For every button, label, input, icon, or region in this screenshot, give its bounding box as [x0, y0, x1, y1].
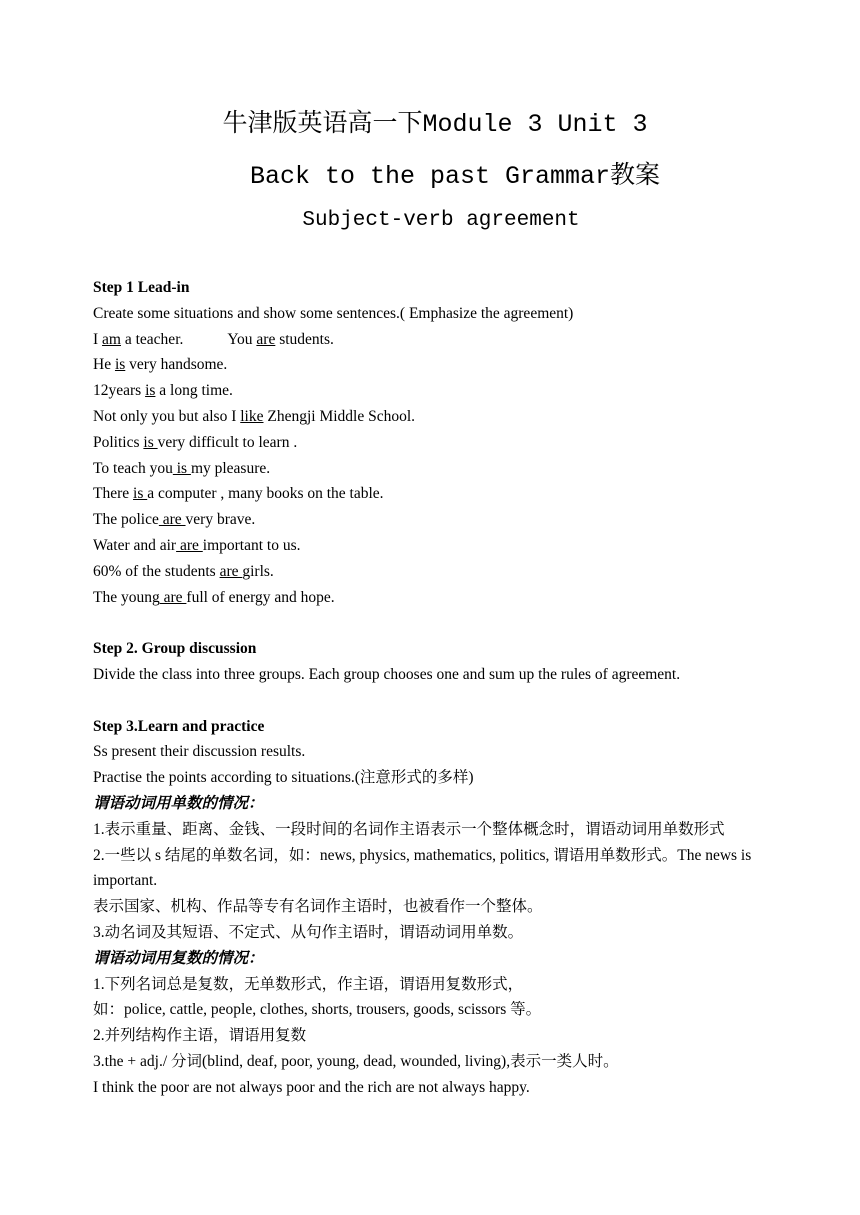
example-sentence: To teach you is my pleasure. — [93, 459, 271, 477]
singular-heading: 谓语动词用单数的情况： — [93, 794, 264, 812]
example-sentence: 60% of the students are girls. — [93, 562, 274, 580]
example-sentence: Politics is very difficult to learn . — [93, 433, 298, 451]
plural-heading: 谓语动词用复数的情况： — [93, 949, 264, 967]
step2-text: Divide the class into three groups. Each group chooses one and sum up the rules of agreement. — [93, 665, 681, 683]
step3-heading: Step 3.Learn and practice — [93, 717, 265, 735]
example-sentence: The police are very brave. — [93, 511, 256, 529]
example-sentence: 12years is a long time. — [93, 382, 233, 400]
plural-item: 如：police, cattle, people, clothes, shorts, trousers, goods, scissors 等。 — [93, 1001, 542, 1019]
singular-item: 3.动名词及其短语、不定式、从句作主语时，谓语动词用单数。 — [93, 923, 524, 941]
example-sentence: You are students. — [227, 330, 334, 348]
plural-item: 1.下列名词总是复数，无单数形式，作主语，谓语用复数形式， — [93, 975, 524, 993]
step2-heading: Step 2. Group discussion — [93, 640, 257, 658]
example-sentence-row — [93, 327, 773, 353]
plural-item: 3.the + adj./ 分词(blind, deaf, poor, young, dead, wounded, living),表示一类人时。 — [93, 1052, 619, 1070]
plural-item: 2.并列结构作主语，谓语用复数 — [93, 1027, 307, 1045]
document-body — [93, 275, 773, 1101]
step1-intro: Create some situations and show some sentences.( Emphasize the agreement) — [93, 304, 574, 322]
singular-item: 2.一些以 s 结尾的单数名词，如：news, physics, mathematics, politics, 谓语用单数形式。The news is important. — [93, 846, 752, 890]
title-line-1: 牛津版英语高一下Module 3 Unit 3 — [222, 110, 648, 139]
plural-item: I think the poor are not always poor and the rich are not always happy. — [93, 1078, 530, 1096]
subtitle: Subject-verb agreement — [302, 209, 580, 232]
step3-line-2: Practise the points according to situations.(注意形式的多样) — [93, 769, 474, 787]
example-sentence: Water and air are important to us. — [93, 536, 301, 554]
step3-line-1: Ss present their discussion results. — [93, 743, 306, 761]
singular-item: 表示国家、机构、作品等专有名词作主语时，也被看作一个整体。 — [93, 898, 543, 916]
example-sentence: He is very handsome. — [93, 356, 228, 374]
singular-item: 1.表示重量、距离、金钱、一段时间的名词作主语表示一个整体概念时，谓语动词用单数形式 — [93, 820, 725, 838]
example-sentence: Not only you but also I like Zhengji Middle School. — [93, 407, 416, 425]
example-sentence: There is a computer , many books on the table. — [93, 485, 384, 503]
title-line-2: Back to the past Grammar教案 — [249, 162, 661, 191]
example-sentence: I am a teacher. — [93, 330, 184, 348]
example-sentence: The young are full of energy and hope. — [93, 588, 335, 606]
step1-heading: Step 1 Lead-in — [93, 279, 190, 296]
